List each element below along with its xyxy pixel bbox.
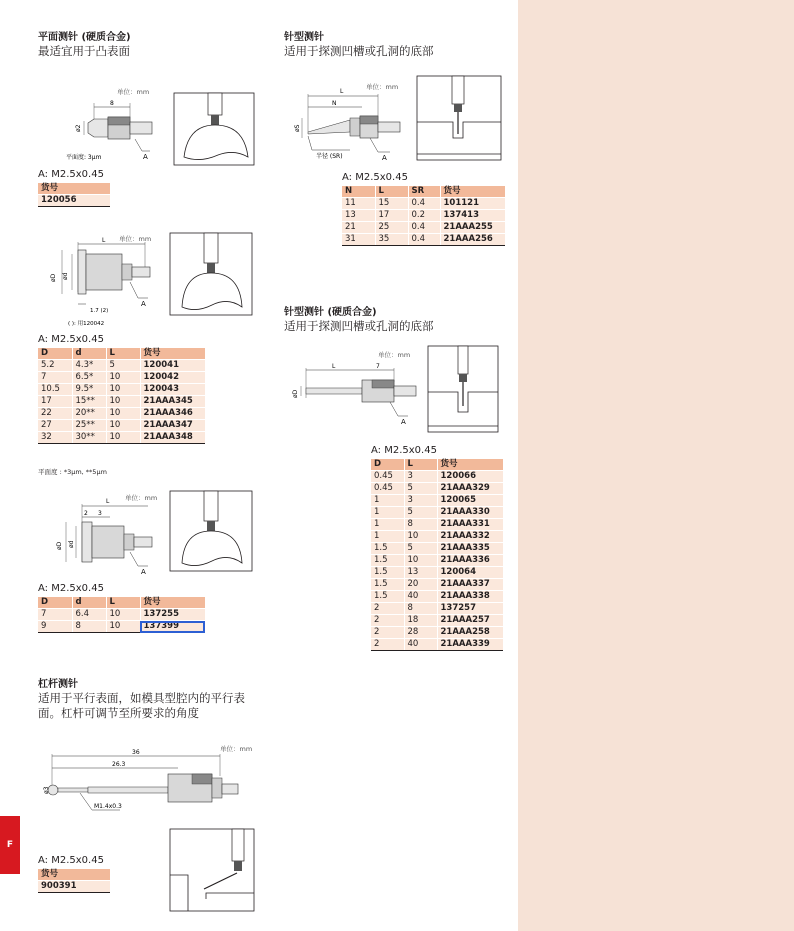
needle-carbide-table [371, 459, 503, 651]
needle-carbide-header-D: D [371, 459, 404, 471]
cell-code: 21AAA338 [437, 591, 503, 603]
lever-usage-illustration [170, 829, 254, 911]
cell-code: 21AAA345 [140, 396, 205, 408]
cell-D: 2 [371, 639, 404, 651]
cell-code: 120041 [140, 360, 205, 372]
cell-code: 137257 [437, 603, 503, 615]
lever-thread-spec: A: M2.5x0.45 [38, 855, 104, 866]
cell-code: 21AAA346 [140, 408, 205, 420]
table-row [38, 432, 205, 444]
needle-header-N: N [342, 186, 375, 198]
cell-N: 31 [342, 234, 375, 246]
cell-SR: 0.4 [408, 222, 440, 234]
flat-usage-illustration [174, 93, 254, 165]
cell-D: 2 [371, 615, 404, 627]
cell-code: 21AAA332 [437, 531, 503, 543]
table-row [371, 471, 503, 483]
needle-radius: 半径 (SR) [316, 153, 343, 160]
table-row [38, 609, 205, 621]
table-row [371, 639, 503, 651]
needle-carbide-thread-spec: A: M2.5x0.45 [371, 445, 437, 456]
needle-subtitle: 适用于探测凹槽或孔洞的底部 [284, 44, 434, 58]
table-row [371, 543, 503, 555]
table-row [38, 372, 205, 384]
flat-flatness: 平面度: 3µm [66, 154, 102, 161]
lever-unit-label: 单位：mm [220, 745, 253, 753]
cell-N: 13 [342, 210, 375, 222]
cell-L: 10 [404, 531, 437, 543]
cell-N: 21 [342, 222, 375, 234]
disc1-a-label: A [141, 300, 146, 308]
disc2-a-label: A [141, 568, 146, 576]
needle-header-SR: SR [408, 186, 440, 198]
cell-L: 10 [106, 372, 140, 384]
cell-code: 21AAA335 [437, 543, 503, 555]
lever-title: 杠杆测针 [38, 679, 78, 690]
cell-D: 1 [371, 531, 404, 543]
cell-L: 10 [106, 420, 140, 432]
highlighted-code-cell[interactable]: 137399 [140, 621, 205, 633]
needle-usage-illustration [417, 76, 501, 160]
cell-L: 35 [375, 234, 408, 246]
table-row [371, 567, 503, 579]
flat-table [38, 183, 110, 207]
cell-code: 120043 [140, 384, 205, 396]
disc2-dim-3: 3 [98, 510, 102, 517]
cell-D: 1 [371, 519, 404, 531]
needle-carbide-usage-illustration [428, 346, 498, 432]
cell-d: 6.4 [72, 609, 106, 621]
disc2-header-code: 货号 [140, 597, 205, 609]
table-row [371, 591, 503, 603]
cell-code: 21AAA347 [140, 420, 205, 432]
disc1-header-row [38, 348, 205, 360]
cell-D: 1.5 [371, 591, 404, 603]
lever-dim-36: 36 [132, 749, 140, 756]
disc2-dim-L: L [106, 498, 110, 505]
cell-D: 32 [38, 432, 72, 444]
needle-carbide-header-code: 货号 [437, 459, 503, 471]
cell-d: 15** [72, 396, 106, 408]
cell-code: 101121 [440, 198, 505, 210]
table-row [342, 198, 505, 210]
flat-dim-dia: ø2 [75, 124, 82, 132]
cell-D: 17 [38, 396, 72, 408]
disc1-table [38, 348, 205, 444]
needle-unit-label: 单位：mm [366, 83, 399, 91]
cell-L: 40 [404, 639, 437, 651]
cell-L: 10 [106, 621, 140, 633]
flat-title: 平面测针 (硬质合金) [38, 32, 131, 43]
cell-L: 40 [404, 591, 437, 603]
cell-D: 1.5 [371, 567, 404, 579]
cell-SR: 0.4 [408, 234, 440, 246]
right-margin-panel [518, 0, 794, 931]
cell-code: 120064 [437, 567, 503, 579]
cell-d: 4.3* [72, 360, 106, 372]
disc2-usage-illustration [170, 491, 252, 571]
lever-code: 900391 [38, 881, 110, 893]
cell-code: 21AAA348 [140, 432, 205, 444]
needle-dim-L: L [340, 88, 344, 95]
table-row [38, 621, 205, 633]
table-row [38, 420, 205, 432]
cell-code: 21AAA339 [437, 639, 503, 651]
table-row [342, 210, 505, 222]
cell-L: 10 [106, 396, 140, 408]
flat-a-label: A [143, 153, 148, 161]
table-row [38, 384, 205, 396]
disc2-dim-D: øD [56, 541, 63, 550]
cell-d: 20** [72, 408, 106, 420]
disc2-header-D: D [38, 597, 72, 609]
cell-code: 21AAA256 [440, 234, 505, 246]
disc2-header-L: L [106, 597, 140, 609]
cell-N: 11 [342, 198, 375, 210]
cell-L: 25 [375, 222, 408, 234]
section-tab: F [0, 816, 20, 874]
cell-code: 21AAA336 [437, 555, 503, 567]
cell-d: 8 [72, 621, 106, 633]
cell-code: 21AAA329 [437, 483, 503, 495]
needle-carbide-dim-7: 7 [376, 363, 380, 370]
disc2-stylus-drawing [52, 490, 168, 580]
disc1-dim-D: øD [50, 273, 57, 282]
cell-code: 120042 [140, 372, 205, 384]
lever-stylus-drawing [40, 742, 258, 818]
needle-header-code: 货号 [440, 186, 505, 198]
table-row [38, 408, 205, 420]
needle-header-row [342, 186, 505, 198]
cell-D: 1.5 [371, 543, 404, 555]
table-row [342, 234, 505, 246]
disc1-header-L: L [106, 348, 140, 360]
cell-d: 30** [72, 432, 106, 444]
table-row [371, 555, 503, 567]
cell-code: 120066 [437, 471, 503, 483]
cell-D: 0.45 [371, 471, 404, 483]
cell-L: 17 [375, 210, 408, 222]
flat-stylus-drawing [60, 85, 170, 165]
cell-L: 5 [404, 483, 437, 495]
flat-header-code: 货号 [38, 183, 110, 195]
disc1-footnote: 平面度 : *3µm, **5µm [38, 468, 107, 476]
cell-code: 21AAA331 [437, 519, 503, 531]
needle-section-header [284, 31, 434, 59]
cell-D: 1.5 [371, 579, 404, 591]
table-row [342, 222, 505, 234]
cell-d: 25** [72, 420, 106, 432]
cell-D: 2 [371, 603, 404, 615]
needle-carbide-header-row [371, 459, 503, 471]
cell-L: 3 [404, 471, 437, 483]
disc1-thread-spec: A: M2.5x0.45 [38, 334, 104, 345]
table-row [371, 519, 503, 531]
cell-d: 9.5* [72, 384, 106, 396]
cell-SR: 0.4 [408, 198, 440, 210]
cell-L: 15 [375, 198, 408, 210]
table-row [371, 579, 503, 591]
cell-L: 5 [404, 507, 437, 519]
needle-thread-spec: A: M2.5x0.45 [342, 172, 408, 183]
table-row [371, 507, 503, 519]
lever-subtitle-line1: 适用于平行表面，如模具型腔内的平行表 [38, 691, 245, 705]
cell-D: 9 [38, 621, 72, 633]
cell-L: 18 [404, 615, 437, 627]
cell-D: 1.5 [371, 555, 404, 567]
disc2-table [38, 597, 205, 633]
cell-L: 20 [404, 579, 437, 591]
lever-subtitle-line2: 面。杠杆可调节至所要求的角度 [38, 706, 199, 720]
cell-SR: 0.2 [408, 210, 440, 222]
cell-d: 6.5* [72, 372, 106, 384]
table-row [371, 495, 503, 507]
disc1-stylus-drawing [50, 232, 166, 328]
table-row [38, 396, 205, 408]
cell-code: 137413 [440, 210, 505, 222]
disc1-dim-L: L [102, 237, 106, 244]
cell-code: 21AAA255 [440, 222, 505, 234]
needle-carbide-header-L: L [404, 459, 437, 471]
lever-dim-dia: ø3 [43, 786, 50, 794]
needle-carbide-dim-L: L [332, 363, 336, 370]
table-row [371, 483, 503, 495]
cell-D: 7 [38, 609, 72, 621]
cell-code: 21AAA337 [437, 579, 503, 591]
flat-code: 120056 [38, 195, 110, 207]
disc1-header-D: D [38, 348, 72, 360]
needle-table [342, 186, 505, 246]
table-row [38, 360, 205, 372]
cell-L: 8 [404, 603, 437, 615]
needle-dim-D: øS [294, 124, 301, 132]
lever-table [38, 869, 110, 893]
needle-a-label: A [382, 154, 387, 162]
flat-section-header [38, 31, 131, 59]
cell-L: 10 [106, 408, 140, 420]
cell-L: 10 [106, 609, 140, 621]
cell-L: 13 [404, 567, 437, 579]
cell-L: 10 [404, 555, 437, 567]
disc1-paren-note: ( ): 用120042 [68, 321, 105, 327]
table-row [371, 603, 503, 615]
disc2-dim-d: ød [68, 540, 75, 548]
disc1-usage-illustration [170, 233, 252, 315]
table-row [371, 627, 503, 639]
needle-title: 针型测针 [284, 32, 324, 43]
cell-L: 28 [404, 627, 437, 639]
cell-D: 1 [371, 507, 404, 519]
needle-carbide-title: 针型测针 (硬质合金) [284, 307, 377, 318]
needle-carbide-a-label: A [401, 418, 406, 426]
flat-thread-spec: A: M2.5x0.45 [38, 169, 104, 180]
disc1-header-code: 货号 [140, 348, 205, 360]
table-row [371, 531, 503, 543]
lever-section-header [38, 678, 245, 721]
disc1-header-d: d [72, 348, 106, 360]
flat-subtitle: 最适宜用于凸表面 [38, 44, 130, 58]
cell-code: 137255 [140, 609, 205, 621]
table-row [371, 615, 503, 627]
needle-stylus-drawing [290, 80, 410, 164]
cell-L: 8 [404, 519, 437, 531]
needle-dim-N: N [332, 100, 337, 107]
cell-D: 27 [38, 420, 72, 432]
cell-D: 7 [38, 372, 72, 384]
cell-D: 1 [371, 495, 404, 507]
needle-carbide-stylus-drawing [290, 348, 424, 430]
cell-D: 0.45 [371, 483, 404, 495]
cell-D: 2 [371, 627, 404, 639]
needle-carbide-subtitle: 适用于探测凹槽或孔洞的底部 [284, 319, 434, 333]
disc2-header-row [38, 597, 205, 609]
disc1-unit-label: 单位：mm [119, 235, 152, 243]
lever-header-code: 货号 [38, 869, 110, 881]
cell-D: 5.2 [38, 360, 72, 372]
cell-L: 10 [106, 432, 140, 444]
disc2-dim-2: 2 [84, 510, 88, 517]
disc1-dim-d: ød [62, 272, 69, 280]
disc1-dim-17: 1.7 (2) [90, 308, 109, 314]
cell-L: 3 [404, 495, 437, 507]
cell-L: 10 [106, 384, 140, 396]
disc2-unit-label: 单位：mm [125, 494, 158, 502]
cell-D: 22 [38, 408, 72, 420]
disc2-thread-spec: A: M2.5x0.45 [38, 583, 104, 594]
needle-carbide-dim-D: øD [292, 389, 299, 398]
cell-L: 5 [404, 543, 437, 555]
disc2-header-d: d [72, 597, 106, 609]
lever-dim-m: M1.4x0.3 [94, 803, 122, 810]
lever-dim-263: 26.3 [112, 761, 126, 768]
cell-code: 21AAA258 [437, 627, 503, 639]
needle-carbide-unit-label: 单位：mm [378, 351, 411, 359]
needle-carbide-section-header [284, 306, 434, 334]
cell-code: 21AAA257 [437, 615, 503, 627]
needle-header-L: L [375, 186, 408, 198]
cell-code: 120065 [437, 495, 503, 507]
cell-D: 10.5 [38, 384, 72, 396]
cell-code: 21AAA330 [437, 507, 503, 519]
flat-unit-label: 单位：mm [117, 88, 150, 96]
flat-dim-len: 8 [110, 100, 114, 107]
cell-L: 5 [106, 360, 140, 372]
